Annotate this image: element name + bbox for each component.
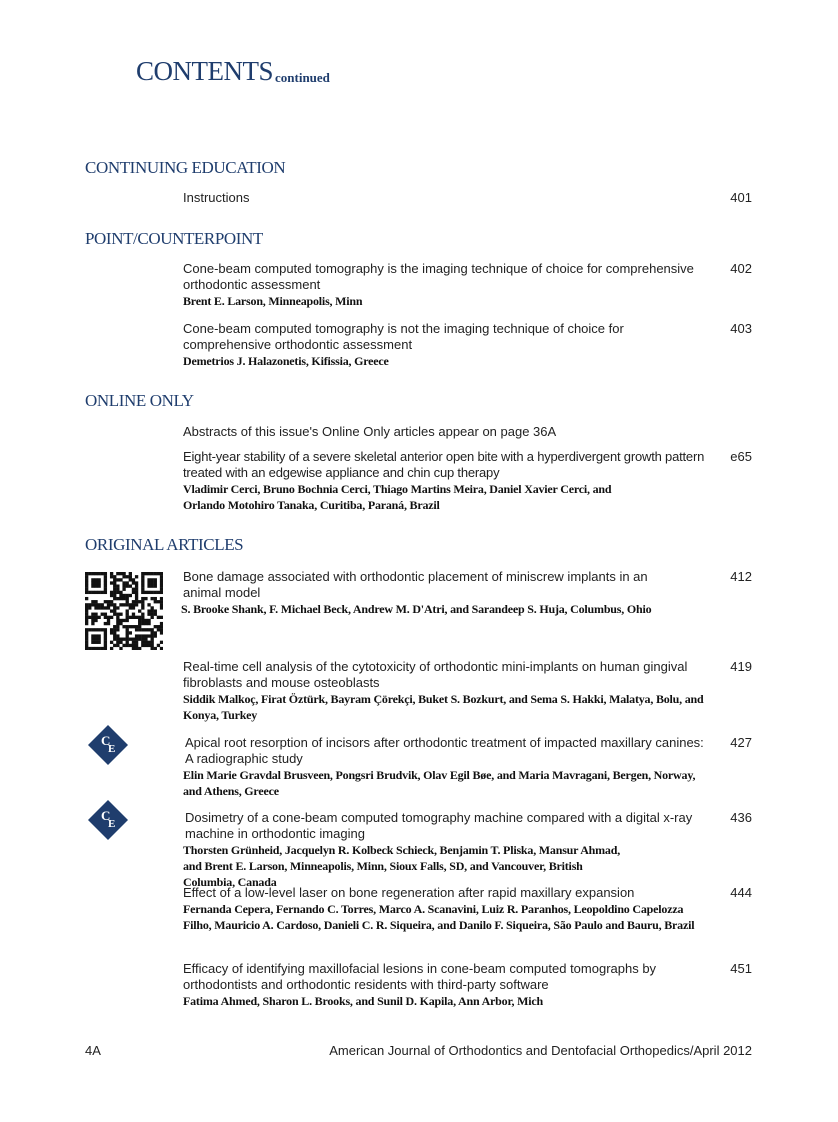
svg-text:C: C xyxy=(101,733,111,748)
entry-page: 402 xyxy=(730,261,752,276)
entry-page: e65 xyxy=(730,449,752,464)
continued-label: continued xyxy=(275,70,330,85)
footer-journal: American Journal of Orthodontics and Dentofacial Orthopedics/April 2012 xyxy=(329,1043,752,1058)
entry-authors: Elin Marie Gravdal Brusveen, Pongsri Brudvik, Olav Egil Bøe, and Maria Mavragani, Bergen, Norway, and Athens, Greece xyxy=(183,768,696,798)
entry-title: Real-time cell analysis of the cytotoxicity of orthodontic mini-implants on human gingival fibroblasts and mouse osteoblasts xyxy=(183,659,688,690)
entry-authors: Thorsten Grünheid, Jacquelyn R. Kolbeck Schieck, Benjamin T. Pliska, Mansur Ahmad, and Brent E. Larson, Minneapolis, Minn, Sioux Falls, SD, and Vancouver, British Columbia, Canada xyxy=(183,843,621,889)
entry-title: Cone-beam computed tomography is not the imaging technique of choice for comprehensive orthodontic assessment xyxy=(183,321,624,352)
section-heading: CONTINUING EDUCATION xyxy=(85,158,286,177)
section-heading: POINT/COUNTERPOINT xyxy=(85,229,263,248)
entry-title: Cone-beam computed tomography is the imaging technique of choice for comprehensive orthodontic assessment xyxy=(183,261,694,292)
entry-authors: S. Brooke Shank, F. Michael Beck, Andrew M. D'Atri, and Sarandeep S. Huja, Columbus, Ohio xyxy=(181,602,652,616)
svg-text:E: E xyxy=(108,818,116,830)
svg-text:C: C xyxy=(101,808,111,823)
entry-authors: Brent E. Larson, Minneapolis, Minn xyxy=(183,294,363,308)
toc-entry[interactable] xyxy=(183,810,752,890)
toc-entry[interactable] xyxy=(183,261,752,309)
toc-entry[interactable] xyxy=(183,961,752,1009)
entry-page: 436 xyxy=(730,810,752,825)
entry-authors: Demetrios J. Halazonetis, Kifissia, Greece xyxy=(183,354,389,368)
toc-entry[interactable] xyxy=(183,659,752,723)
entry-title: Eight-year stability of a severe skeletal anterior open bite with a hyperdivergent growth pattern treated with an edgewise appliance and chin cup therapy xyxy=(183,449,705,480)
entry-title: Effect of a low-level laser on bone regeneration after rapid maxillary expansion xyxy=(183,885,635,900)
entry-page: 451 xyxy=(730,961,752,976)
toc-entry[interactable] xyxy=(183,190,752,206)
toc-entry[interactable] xyxy=(183,321,752,369)
entry-page: 403 xyxy=(730,321,752,336)
ce-credit-icon xyxy=(88,725,128,765)
toc-entry[interactable] xyxy=(183,424,752,440)
entry-title: Abstracts of this issue's Online Only articles appear on page 36A xyxy=(183,424,557,439)
toc-entry[interactable] xyxy=(183,569,752,617)
entry-page: 444 xyxy=(730,885,752,900)
entry-title: Bone damage associated with orthodontic placement of miniscrew implants in an animal model xyxy=(183,569,648,600)
ce-credit-icon xyxy=(88,800,128,840)
entry-title: Instructions xyxy=(183,190,250,205)
entry-title: Apical root resorption of incisors after orthodontic treatment of impacted maxillary canines: A radiographic study xyxy=(185,735,704,766)
entry-page: 427 xyxy=(730,735,752,750)
entry-authors: Siddik Malkoç, Firat Öztürk, Bayram Çörekçi, Buket S. Bozkurt, and Sema S. Hakki, Malatya, Bolu, and Konya, Turkey xyxy=(183,692,704,722)
entry-title: Efficacy of identifying maxillofacial lesions in cone-beam computed tomographs by orthodontists and orthodontic residents with third-party software xyxy=(183,961,657,992)
entry-authors: Vladimir Cerci, Bruno Bochnia Cerci, Thiago Martins Meira, Daniel Xavier Cerci, and Orlando Motohiro Tanaka, Curitiba, Paraná, Brazil xyxy=(183,482,612,512)
section-heading: ONLINE ONLY xyxy=(85,391,194,410)
entry-title: Dosimetry of a cone-beam computed tomography machine compared with a digital x-ray machine in orthodontic imaging xyxy=(185,810,693,841)
footer-page-number: 4A xyxy=(85,1043,101,1058)
entry-authors: Fernanda Cepera, Fernando C. Torres, Marco A. Scanavini, Luiz R. Paranhos, Leopoldino Capelozza Filho, Mauricio A. Cardoso, Danieli C. R. Siqueira, and Danilo F. Siqueira, São Paulo and Bauru, Brazil xyxy=(183,902,695,932)
toc-entry[interactable] xyxy=(183,449,752,513)
toc-entry[interactable] xyxy=(183,735,752,799)
entry-page: 419 xyxy=(730,659,752,674)
entry-authors: Fatima Ahmed, Sharon L. Brooks, and Sunil D. Kapila, Ann Arbor, Mich xyxy=(183,994,543,1008)
toc-entry[interactable] xyxy=(183,885,752,933)
entry-page: 401 xyxy=(730,190,752,205)
page-title: CONTENTS xyxy=(136,56,273,86)
qr-code xyxy=(85,572,163,650)
entry-page: 412 xyxy=(730,569,752,584)
section-heading: ORIGINAL ARTICLES xyxy=(85,535,244,554)
svg-text:E: E xyxy=(108,743,116,755)
